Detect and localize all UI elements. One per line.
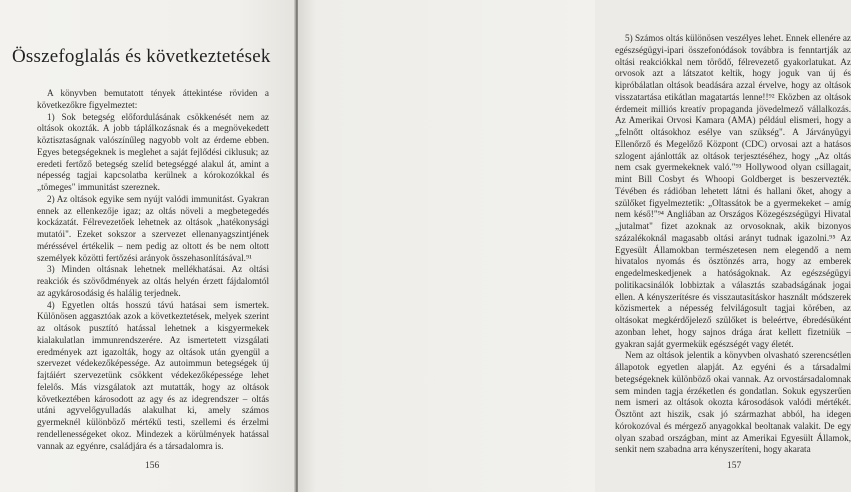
paragraph: 5) Számos oltás különösen veszélyes lehet. Ennek ellenére az egészségügyi-ipari összefonódások továbbra is fenntartják az oltási reakciókkal nem törődő, félrevezető gyakorlatukat. Az orvosok azt a látszatot keltik, hogy joguk van új és kipróbálatlan oltások beadására azzal érvelve, hogy az oltások visszatartása etikátlan magatartás lenne!!⁹² Eközben az oltások érdemeit milliós kreatív propaganda jövedelmező vállalkozás. Az Amerikai Orvosi Kamara (AMA) például elismeri, hogy a „felnőtt oltásokhoz esélye van szükség". A Járványügyi Ellenőrző és Megelőző Központ (CDC) orvosai azt a hatásos szlogent ajánlották az oltások terjesztéséhez, hogy „Az oltás nem csak gyermekeknek való."⁹³ Hollywood olyan csillagait, mint Bill Cosbyt és Whoopi Goldberget is beszervezték. Tévében és rádióban lehetett látni és hallani őket, ahogy a szülőket figyelmeztetik: „Oltassátok be a gyermekeket – amíg nem késő!"⁹⁴ Angliában az Országos Közegészségügyi Hivatal „jutalmat" fizet azoknak az orvosoknak, akik bizonyos százalékoknál magasabb oltási arányt tudnak igazolni.⁹⁵ Az Egyesült Államokban természetesen nem elegendő a nem hivatalos nyomás és ösztönzés arra, hogy az emberek engedelmeskedjenek a hatóságoknak. Az egészségügyi politikacsinálók lobbiztak a választás szabadságának jogai ellen. A kényszerítésre és visszautasításkor használt módszerek közismertek a népesség felvilágosult tagjai körében, az oltásokat megkérdőjelező szülőket is beleértve, ébredésüként azonban lehet, hogy sajnos drága árat kellett fizetniük – gyakran saját gyermekük egészségét vagy életét. <box>615 33 851 349</box>
chapter-title: Összefoglalás és következtetések <box>12 46 271 67</box>
page-number-right: 157 <box>727 461 742 471</box>
left-page-text <box>37 88 269 452</box>
paragraph: 4) Egyetlen oltás hosszú távú hatásai sem ismertek. Különösen aggasztóak azok a következtetések, melyek szerint az oltások pusztító hatással lehetnek a kisgyermekek kialakulatlan immunrendszerére. Az ismertetett vizsgálati eredmények azt igazolták, hogy az oltások után gyengül a szervezet védekezőképessége. Az autoimmun betegségek új fajtáiért szervezetünk csökkent védekezőképessége lehet felelős. Más vizsgálatok azt mutatták, hogy az oltások következtében károsodott az agy és az idegrendszer – oltás utáni agyvelőgyulladás alakulhat ki, amely számos gyermeknél különböző mértékű testi, szellemi és érzelmi rendellenességeket okoz. Mindezek a körülmények hatással vannak az egyénre, családjára és a társadalomra is. <box>37 299 269 451</box>
left-page <box>0 0 297 492</box>
paragraph: 2) Az oltások egyike sem nyújt valódi immunitást. Gyakran ennek az ellenkezője igaz; az oltás növeli a megbetegedés kockázatát. Félrevezetőek lehetnek az oltások „hatékonysági mutatói". Ezeket sokszor a szervezet ellenanyagszintjének méréssével értékelik – nem pedig az oltott és be nem oltott személyek közötti fertőzési arányok összehasonlításával.⁹¹ <box>37 193 269 263</box>
page-number-left: 156 <box>145 461 160 471</box>
right-page <box>298 0 851 492</box>
paragraph: Nem az oltások jelentik a könyvben olvasható szerencsétlen állapotok egyetlen alapját. Az egyéni és a társadalmi betegségeknek különböző okai vannak. Az orvostársadalomnak sem minden tagja érzéketlen és gondatlan. Sokuk egyszerűen nem ismeri az oltások okozta károsodások valódi mértékét. Ösztönt azt hiszik, csak jó származhat abból, ha idegen kórokozóval és mérgező anyagokkal beoltanak valakit. De egy olyan szabad országban, mint az Amerikai Egyesült Államok, senkit nem szabadna arra kényszeríteni, hogy akarata <box>615 350 851 455</box>
paragraph: 3) Minden oltásnak lehetnek mellékhatásai. Az oltási reakciók és szövődmények az oltás helyén érzett fájdalomtól az agykárosodásig és halálig terjednek. <box>37 264 269 298</box>
right-page-text <box>615 33 851 456</box>
paragraph: A könyvben bemutatott tények áttekintése röviden a következőkre figyelmeztet: <box>37 88 269 110</box>
paragraph: 1) Sok betegség előfordulásának csökkenését nem az oltások okozták. A jobb táplálkozásnak és a megnövekedett köztisztaságnak valószínűleg nagyobb volt az érdeme ebben. Egyes betegségeknek is meglehet a saját fejlődési ciklusuk; az eredeti fertőző betegség szelíd betegséggé alakul át, amint a népesség tagjai kapcsolatba kerülnek a kórokozókkal és „tömeges" immunitást szereznek. <box>37 111 269 192</box>
